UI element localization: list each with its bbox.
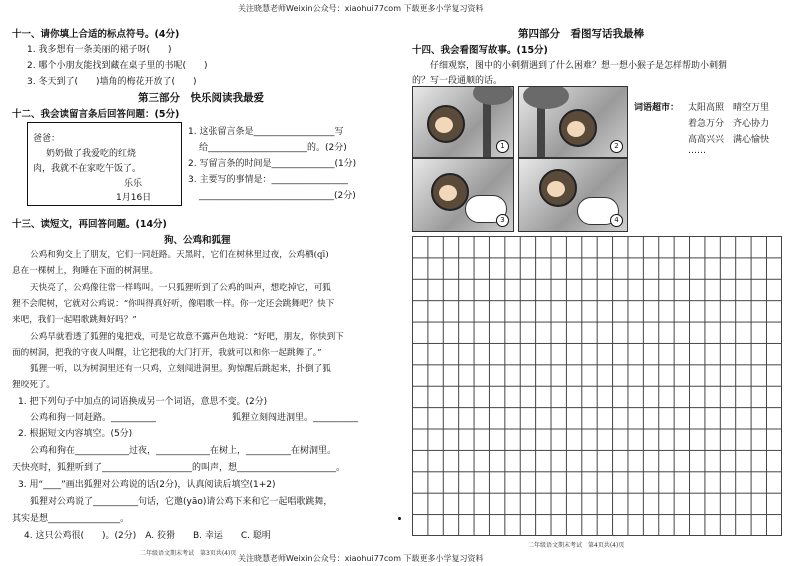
story-para-3b: 面的树洞，把我的守夜人叫醒，让它把我的大门打开，我就可以和你一起跳舞了。”: [12, 348, 322, 358]
note-body-2: 肉，我就不在家吃午饭了。: [33, 164, 142, 174]
story-para-4a: 狐狸一听，以为树洞里还有一只鸡，立刻闯进洞里。狗惊醒后跳起来，扑倒了狐: [30, 364, 331, 374]
story-para-1b: 息在一棵树上，狗睡在下面的树洞里。: [12, 266, 159, 276]
word-bank-line-2: 着急万分 齐心协力: [688, 119, 770, 129]
part4-title: 第四部分 看图写话我最棒: [518, 28, 644, 40]
q13-item-2a: 公鸡和狗在____________过夜，____________在树上，__________在树洞里。: [30, 446, 337, 456]
story-para-1a: 公鸡和狗交上了朋友，它们一同赶路。天黑时，它们在树林里过夜，公鸡栖(qī): [30, 250, 329, 260]
story-para-2c: 来吧，我们一起唱歌跳舞好吗？”: [12, 315, 137, 325]
q13-item-1a: 公鸡和狗一同赶路。__________: [30, 413, 157, 423]
q13-item-3b: 其实是想________________。: [12, 514, 130, 524]
story-para-4b: 狸咬死了。: [12, 380, 55, 390]
writing-grid[interactable]: [412, 236, 782, 536]
q12-item-2: 2. 写留言条的时间是______________(1分): [188, 159, 357, 169]
q12-item-1b: 给______________________的。(2分): [199, 143, 347, 153]
part3-title: 第三部分 快乐阅读我最爱: [138, 92, 264, 104]
word-bank-line-3: 高高兴兴 满心愉快: [688, 135, 770, 145]
story-para-2a: 天快亮了，公鸡像往常一样鸣叫。一只狐狸听到了公鸡的叫声，想吃掉它，可狐: [30, 283, 331, 293]
q12-item-3b: ______________________________(2分): [199, 191, 356, 201]
q11-line-2: 2. 哪个小朋友能找到藏在桌子里的书呢( ): [27, 61, 208, 71]
q13-title: 十三、读短文，再回答问题。(14分): [12, 219, 167, 230]
picture-number-4: 4: [610, 214, 623, 227]
q13-item-1: 1. 把下列句子中加点的词语换成另一个词语，意思不变。(2分): [18, 397, 268, 407]
note-body-1: 奶奶做了我爱吃的红烧: [46, 149, 137, 159]
q11-line-1: 1. 我多想有一条美丽的裙子呀( ): [27, 45, 172, 55]
note-date: 1月16日: [116, 193, 152, 203]
page-header: 关注晓慧老师Weixin公众号：xiaohui77com 下载更多小学复习资料: [238, 4, 484, 13]
q13-item-4: 4. 这只公鸡很( )。(2分) A. 狡猾 B. 幸运 C. 聪明: [24, 531, 271, 541]
q14-prompt-2: 的？写一段通顺的话。: [412, 76, 503, 86]
word-bank-label: 词语超市：: [634, 103, 680, 113]
word-bank-line-1: 太阳高照 晴空万里: [688, 103, 770, 113]
picture-number-1: 1: [496, 140, 509, 153]
story-picture-3: [412, 158, 514, 232]
q13-item-3: 3. 用“____”画出狐狸对公鸡说的话(2分)，认真阅读后填空(1+2): [18, 480, 276, 490]
note-sign: 乐乐: [124, 179, 143, 189]
story-para-3a: 公鸡早就看透了狐狸的鬼把戏，可是它故意不露声色地说：“好吧，朋友，你快到下: [30, 332, 344, 342]
q13-item-1b: 狐狸立刻闯进洞里。__________: [232, 413, 359, 423]
right-page-footer: 二年级语文期末考试 第4页共(4)页: [528, 542, 625, 549]
q14-prompt-1: 仔细观察，图中的小刺猬遇到了什么困难？想一想小猴子是怎样帮助小刺猬: [430, 61, 728, 71]
left-page-footer: 二年级语文期末考试 第3页共(4)页: [140, 550, 237, 557]
q12-item-1a: 1. 这张留言条是__________________写: [188, 127, 344, 137]
story-picture-1: [412, 86, 514, 158]
q12-item-3: 3. 主要写的事情是：_________________: [188, 175, 348, 185]
q13-item-2: 2. 根据短文内容填空。(5分): [18, 429, 133, 439]
picture-number-2: 2: [610, 140, 623, 153]
q13-item-2b: 天快亮时，狐狸听到了____________________的叫声，想______________________。: [12, 463, 346, 473]
story-picture-2: [518, 86, 628, 158]
story-picture-4: [518, 158, 628, 232]
story-para-2b: 狸不会爬树，它就对公鸡说：“你叫得真好听，像唱歌一样。你一定还会跳舞吧？快下: [12, 299, 335, 309]
q14-title: 十四、我会看图写故事。(15分): [412, 45, 548, 56]
q11-title: 十一、请你填上合适的标点符号。(4分): [12, 29, 180, 40]
picture-number-3: 3: [496, 214, 509, 227]
q13-item-3a: 狐狸对公鸡说了__________句话，它邀(yāo)请公鸡下来和它一起唱歌跳舞，: [30, 497, 333, 507]
story-title: 狗、公鸡和狐狸: [164, 235, 231, 246]
note-greeting: 爸爸：: [33, 134, 61, 144]
q11-line-3: 3. 冬天到了( )墙角的梅花开放了( ): [27, 77, 197, 87]
word-bank-line-4: ……: [688, 146, 706, 156]
page-divider-dot: [398, 517, 401, 520]
q12-title: 十二、我会读留言条后回答问题：(5分): [12, 109, 180, 120]
page-footer-watermark: 关注晓慧老师Weixin公众号：xiaohui77com 下载更多小学复习资料: [238, 554, 484, 563]
